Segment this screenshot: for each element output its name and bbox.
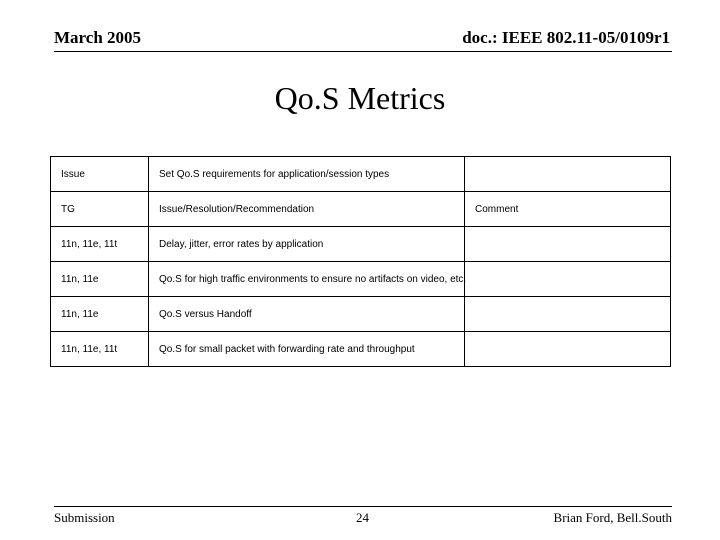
table-row <box>51 227 671 262</box>
table-cell-issue: Set Qo.S requirements for application/session types <box>149 157 465 192</box>
table-row <box>51 262 671 297</box>
qos-metrics-table <box>50 156 671 367</box>
table-cell-issue: Qo.S for small packet with forwarding rate and throughput <box>149 332 465 367</box>
table-cell-issue: Qo.S versus Handoff <box>149 297 465 332</box>
table-row <box>51 157 671 192</box>
table-cell-tg: 11n, 11e, 11t <box>51 332 149 367</box>
slide-title: Qo.S Metrics <box>274 80 446 116</box>
table-cell-comment: Comment <box>465 192 671 227</box>
table-row <box>51 192 671 227</box>
table-cell-comment <box>465 262 671 297</box>
table-cell-tg: 11n, 11e <box>51 297 149 332</box>
header-rule <box>54 51 672 52</box>
header-doc-id: doc.: IEEE 802.11-05/0109r1 <box>462 28 670 47</box>
table-cell-comment <box>465 297 671 332</box>
footer-author: Brian Ford, Bell.South <box>553 510 672 525</box>
table-cell-comment <box>465 157 671 192</box>
table-row <box>51 297 671 332</box>
table-row <box>51 332 671 367</box>
header-date: March 2005 <box>54 28 142 47</box>
table-cell-tg: 11n, 11e <box>51 262 149 297</box>
table-cell-tg: 11n, 11e, 11t <box>51 227 149 262</box>
table-cell-comment <box>465 332 671 367</box>
table-cell-issue: Delay, jitter, error rates by application <box>149 227 465 262</box>
page-number: 24 <box>356 510 369 525</box>
table-cell-issue: Qo.S for high traffic environments to ensure no artifacts on video, etc. <box>149 262 465 297</box>
table-cell-tg: Issue <box>51 157 149 192</box>
footer-submission: Submission <box>54 510 115 525</box>
table-cell-comment <box>465 227 671 262</box>
table-cell-issue: Issue/Resolution/Recommendation <box>149 192 465 227</box>
footer-rule <box>54 506 672 507</box>
table-cell-tg: TG <box>51 192 149 227</box>
